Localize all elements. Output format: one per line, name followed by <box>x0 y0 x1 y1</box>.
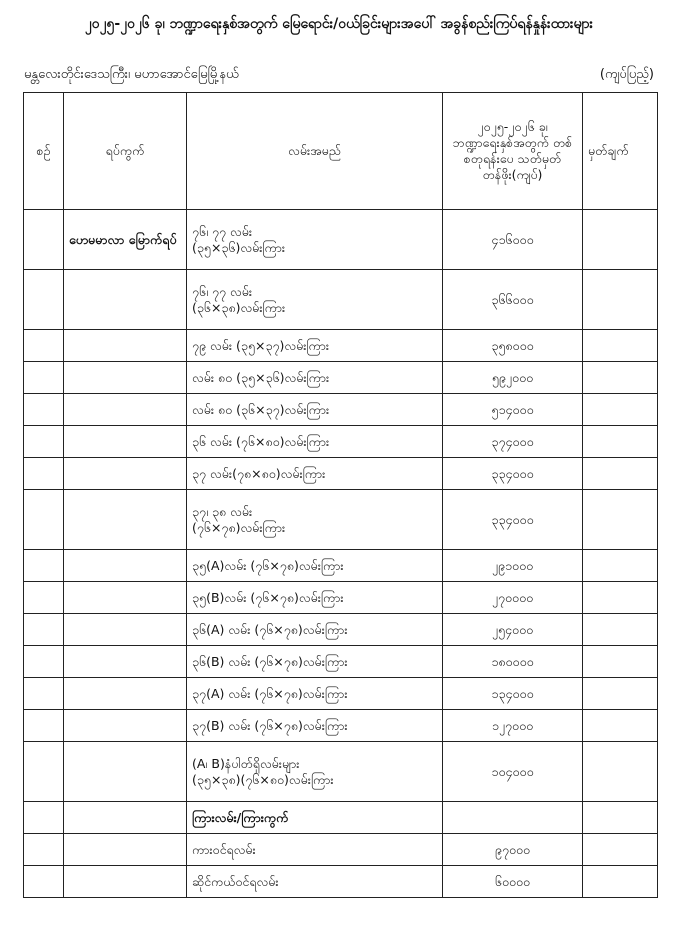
serial-no-cell <box>24 802 64 834</box>
remarks-cell <box>583 582 658 614</box>
assessed-value-cell: ၄၁၆၀၀၀ <box>443 210 583 270</box>
serial-no-cell <box>24 270 64 330</box>
ward-cell <box>64 550 187 582</box>
currency-unit-label: (ကျပ်ပြည့်) <box>599 67 654 82</box>
street-name-cell <box>187 394 443 426</box>
table-row <box>24 490 658 550</box>
ward-cell <box>64 394 187 426</box>
remarks-cell <box>583 330 658 362</box>
assessed-value-cell: ၁၃၄၀၀၀ <box>443 678 583 710</box>
street-name-line: ၃၇ လမ်း(၇၈×၈၀)လမ်းကြား <box>192 465 326 481</box>
street-name-cell <box>187 742 443 802</box>
table-row <box>24 614 658 646</box>
serial-no-cell <box>24 362 64 394</box>
header-assessed-value: ၂၀၂၅-၂၀၂၆ ခု၊ ဘဏ္ဍာရေးနှစ်အတွက် တစ်စတုရန်းပေ သတ်မှတ်တန်ဖိုး(ကျပ်) <box>443 93 583 210</box>
assessed-value-cell: ၃၆၆၀၀၀ <box>443 270 583 330</box>
remarks-cell <box>583 394 658 426</box>
table-row <box>24 426 658 458</box>
remarks-cell <box>583 678 658 710</box>
remarks-cell <box>583 458 658 490</box>
ward-cell <box>64 270 187 330</box>
serial-no-cell <box>24 678 64 710</box>
ward-cell <box>64 802 187 834</box>
street-name-line: ၇၆၊ ၇၇ လမ်း <box>192 283 253 299</box>
remarks-cell <box>583 426 658 458</box>
street-name-line: ၃၅(B)လမ်း (၇၆×၇၈)လမ်းကြား <box>192 589 344 605</box>
remarks-cell <box>583 362 658 394</box>
table-row <box>24 394 658 426</box>
street-name-line: လမ်း ၈၀ (၃၅×၃၆)လမ်းကြား <box>192 369 330 385</box>
header-serial-no: စဉ် <box>24 93 64 210</box>
street-name-cell <box>187 550 443 582</box>
street-name-line: ကြားလမ်း/ကြားကွက် <box>192 809 289 825</box>
serial-no-cell <box>24 550 64 582</box>
assessed-value-cell: ၉၇၀၀၀ <box>443 834 583 866</box>
street-name-line: (၇၆×၇၈)လမ်းကြား <box>192 519 286 535</box>
assessed-value-cell: ၅၉၂၀၀၀ <box>443 362 583 394</box>
street-name-line: လမ်း ၈၀ (၃၆×၃၇)လမ်းကြား <box>192 401 330 417</box>
serial-no-cell <box>24 614 64 646</box>
serial-no-cell <box>24 458 64 490</box>
remarks-cell <box>583 550 658 582</box>
street-name-line: ၇၉ လမ်း (၃၅×၃၇)လမ်းကြား <box>192 337 330 353</box>
assessed-value-cell: ၁၈၀၀၀၀ <box>443 646 583 678</box>
assessed-value-cell: ၃၅၈၀၀၀ <box>443 330 583 362</box>
ward-cell <box>64 710 187 742</box>
table-row <box>24 270 658 330</box>
remarks-cell <box>583 834 658 866</box>
serial-no-cell <box>24 394 64 426</box>
assessed-value-cell: ၃၃၄၀၀၀ <box>443 458 583 490</box>
ward-cell <box>64 330 187 362</box>
table-row <box>24 834 658 866</box>
serial-no-cell <box>24 210 64 270</box>
street-name-line: ဆိုင်ကယ်ဝင်ရလမ်း <box>192 873 279 889</box>
remarks-cell <box>583 490 658 550</box>
table-row <box>24 678 658 710</box>
ward-cell <box>64 362 187 394</box>
remarks-cell <box>583 742 658 802</box>
street-name-cell <box>187 582 443 614</box>
document-title: ၂၀၂၅-၂၀၂၆ ခု၊ ဘဏ္ဍာရေးနှစ်အတွက် မြေရောင်း/ဝယ်ခြင်းများအပေါ် အခွန်စည်းကြပ်ရန်နှုန်းထားများ <box>84 16 594 32</box>
table-body <box>24 210 658 898</box>
table-row <box>24 362 658 394</box>
assessed-value-cell: ၅၁၄၀၀၀ <box>443 394 583 426</box>
remarks-cell <box>583 866 658 898</box>
table-row <box>24 330 658 362</box>
street-name-line: (A၊ B)နံပါတ်ရှိလမ်းများ <box>192 755 300 771</box>
serial-no-cell <box>24 742 64 802</box>
street-name-cell <box>187 426 443 458</box>
table-row <box>24 550 658 582</box>
street-name-line: ၃၅(A)လမ်း (၇၆×၇၈)လမ်းကြား <box>192 557 344 573</box>
street-name-line: ၇၆၊ ၇၇ လမ်း <box>192 223 253 239</box>
street-name-cell <box>187 710 443 742</box>
table-row <box>24 210 658 270</box>
serial-no-cell <box>24 710 64 742</box>
street-name-line: ကားဝင်ရလမ်း <box>192 841 256 857</box>
region-label: မန္တလေးတိုင်းဒေသကြီး၊ မဟာအောင်မြေမြို့နယ် <box>24 67 239 82</box>
assessed-value-cell: ၃၇၄၀၀၀ <box>443 426 583 458</box>
ward-cell <box>64 490 187 550</box>
street-name-line: (၃၅×၃၈)(၇၆×၈၀)လမ်းကြား <box>192 771 334 787</box>
serial-no-cell <box>24 426 64 458</box>
table-row <box>24 802 658 834</box>
tax-rate-table <box>23 92 658 898</box>
street-name-cell <box>187 614 443 646</box>
assessed-value-cell <box>443 802 583 834</box>
ward-cell <box>64 646 187 678</box>
street-name-cell <box>187 834 443 866</box>
ward-cell <box>64 866 187 898</box>
remarks-cell <box>583 710 658 742</box>
ward-cell: ဟေမမာလာ မြောက်ရပ် <box>64 210 187 270</box>
street-name-cell <box>187 210 443 270</box>
table-row <box>24 866 658 898</box>
street-name-line: (၃၅×၃၆)လမ်းကြား <box>192 239 286 255</box>
table-row <box>24 582 658 614</box>
table-row <box>24 742 658 802</box>
serial-no-cell <box>24 490 64 550</box>
assessed-value-cell: ၂၇၀၀၀၀ <box>443 582 583 614</box>
street-name-cell <box>187 270 443 330</box>
ward-cell <box>64 426 187 458</box>
street-name-line: ၃၆ လမ်း (၇၆×၈၀)လမ်းကြား <box>192 433 330 449</box>
ward-cell <box>64 614 187 646</box>
remarks-cell <box>583 614 658 646</box>
street-name-cell <box>187 362 443 394</box>
remarks-cell <box>583 210 658 270</box>
table-row <box>24 646 658 678</box>
serial-no-cell <box>24 330 64 362</box>
street-name-line: ၃၇(A) လမ်း (၇၆×၇၈)လမ်းကြား <box>192 685 348 701</box>
street-name-cell <box>187 802 443 834</box>
remarks-cell <box>583 646 658 678</box>
street-name-line: ၃၇၊ ၃၈ လမ်း <box>192 503 253 519</box>
serial-no-cell <box>24 866 64 898</box>
table-row <box>24 458 658 490</box>
assessed-value-cell: ၂၉၁၀၀၀ <box>443 550 583 582</box>
street-name-cell <box>187 490 443 550</box>
remarks-cell <box>583 270 658 330</box>
street-name-line: ၃၆(A) လမ်း (၇၆×၇၈)လမ်းကြား <box>192 621 348 637</box>
ward-cell <box>64 742 187 802</box>
assessed-value-cell: ၁၀၄၀၀၀ <box>443 742 583 802</box>
street-name-cell <box>187 678 443 710</box>
serial-no-cell <box>24 646 64 678</box>
ward-cell <box>64 582 187 614</box>
assessed-value-cell: ၃၃၄၀၀၀ <box>443 490 583 550</box>
assessed-value-cell: ၂၅၄၀၀၀ <box>443 614 583 646</box>
table-header-row <box>24 93 658 210</box>
serial-no-cell <box>24 582 64 614</box>
header-street-name: လမ်းအမည် <box>187 93 443 210</box>
table-row <box>24 710 658 742</box>
street-name-cell <box>187 646 443 678</box>
header-ward: ရပ်ကွက် <box>64 93 187 210</box>
assessed-value-cell: ၆၀၀၀၀ <box>443 866 583 898</box>
header-remarks: မှတ်ချက် <box>583 93 658 210</box>
serial-no-cell <box>24 834 64 866</box>
ward-cell <box>64 458 187 490</box>
street-name-line: ၃၆(B) လမ်း (၇၆×၇၈)လမ်းကြား <box>192 653 348 669</box>
ward-cell <box>64 834 187 866</box>
street-name-line: (၃၆×၃၈)လမ်းကြား <box>192 299 286 315</box>
street-name-cell <box>187 330 443 362</box>
ward-cell <box>64 678 187 710</box>
street-name-cell <box>187 866 443 898</box>
assessed-value-cell: ၁၂၇၀၀၀ <box>443 710 583 742</box>
street-name-line: ၃၇(B) လမ်း (၇၆×၇၈)လမ်းကြား <box>192 717 348 733</box>
remarks-cell <box>583 802 658 834</box>
street-name-cell <box>187 458 443 490</box>
